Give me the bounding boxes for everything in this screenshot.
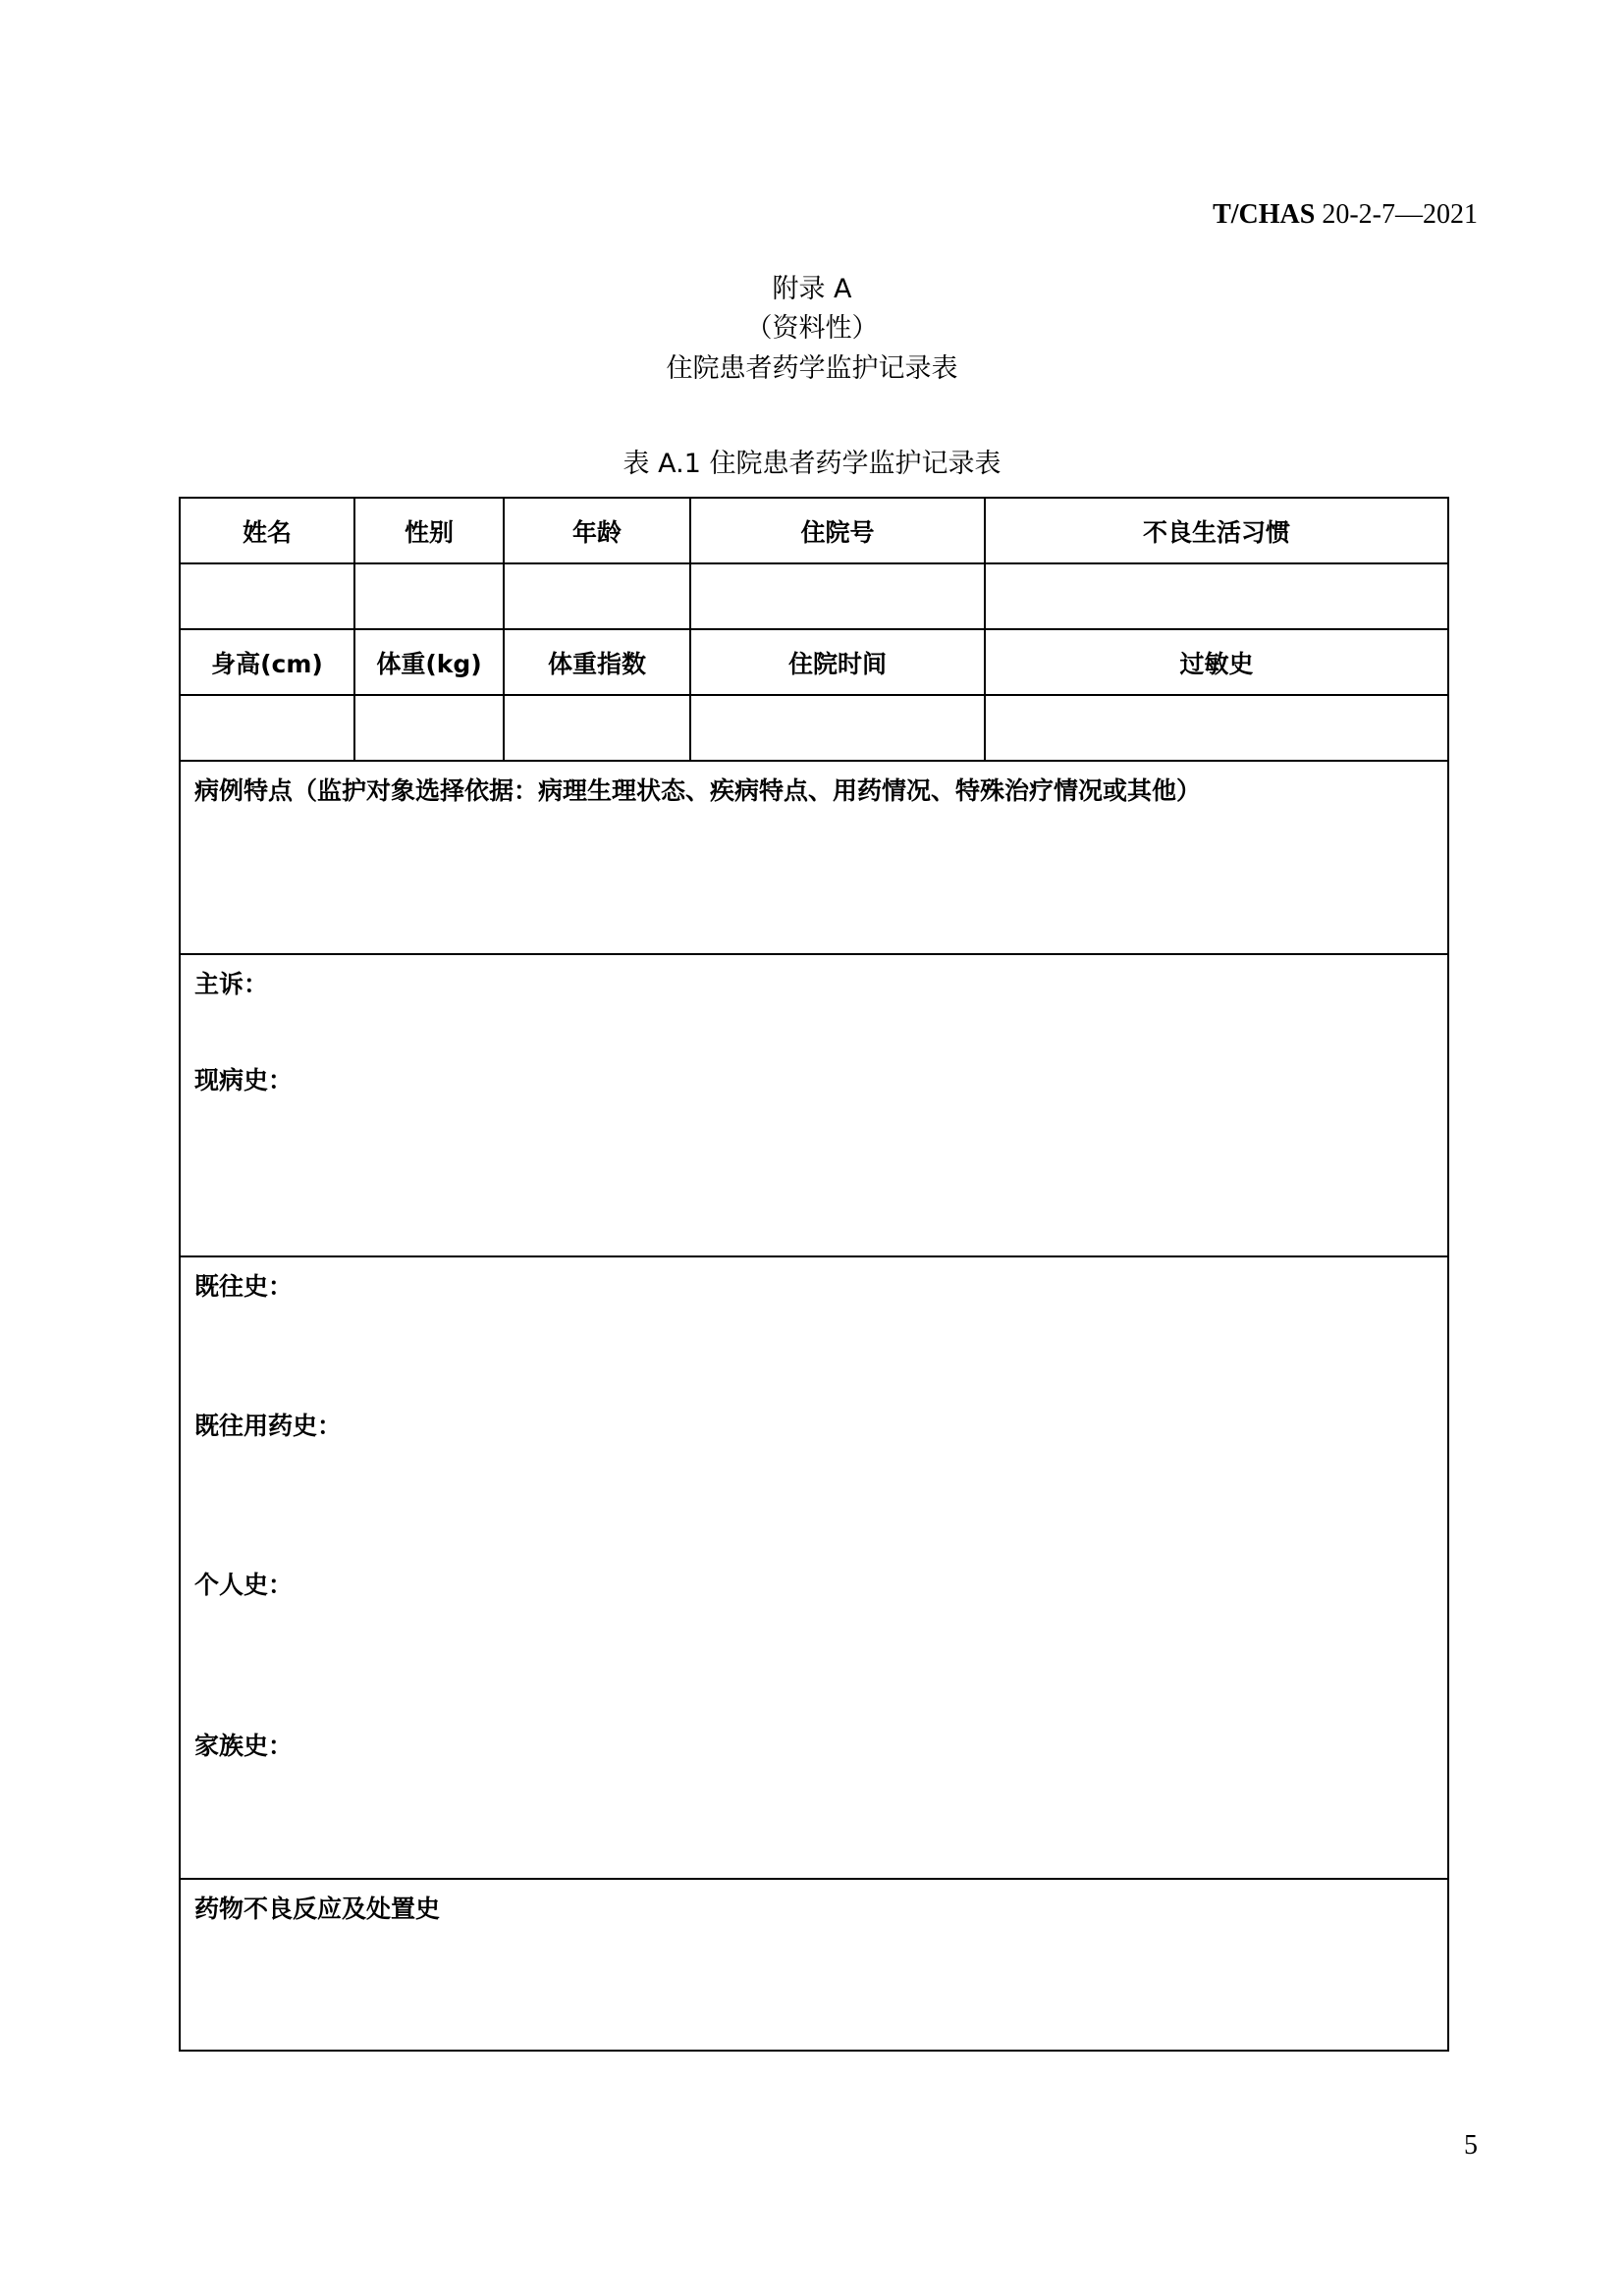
table-row (180, 563, 1448, 629)
gender-cell[interactable] (354, 563, 504, 629)
table-row (180, 498, 1448, 563)
family-history-label: 家族史： (194, 1732, 294, 1760)
case-features-label: 病例特点（监护对象选择依据：病理生理状态、疾病特点、用药情况、特殊治疗情况或其他） (194, 776, 1202, 805)
standard-code-prefix: T/CHAS (1213, 199, 1316, 230)
present-illness-label: 现病史： (194, 1066, 294, 1095)
admission-time-cell[interactable] (690, 695, 985, 761)
gender-header: 性别 (354, 498, 504, 563)
adr-history-label: 药物不良反应及处置史 (194, 1895, 441, 1923)
inpatient-monitoring-form (179, 497, 1449, 2052)
standard-code (1080, 195, 1478, 235)
weight-header: 体重(kg) (354, 629, 504, 695)
appendix-name: 住院患者药学监护记录表 (666, 353, 958, 384)
appendix-title: 附录 A (772, 274, 852, 304)
name-header: 姓名 (180, 498, 354, 563)
name-cell[interactable] (180, 563, 354, 629)
bad-habits-header: 不良生活习惯 (985, 498, 1448, 563)
complaint-section[interactable] (180, 954, 1448, 1256)
history-section[interactable] (180, 1256, 1448, 1879)
weight-cell[interactable] (354, 695, 504, 761)
height-cell[interactable] (180, 695, 354, 761)
table-row (180, 954, 1448, 1256)
table-caption: 表 A.1 住院患者药学监护记录表 (623, 449, 1001, 479)
age-cell[interactable] (504, 563, 690, 629)
past-medication-label: 既往用药史： (194, 1412, 343, 1440)
admission-time-header: 住院时间 (690, 629, 985, 695)
table-row (180, 695, 1448, 761)
bad-habits-cell[interactable] (985, 563, 1448, 629)
chief-complaint-label: 主诉： (194, 970, 269, 998)
admission-number-cell[interactable] (690, 563, 985, 629)
bmi-cell[interactable] (504, 695, 690, 761)
table-row (180, 1879, 1448, 2051)
allergy-history-header: 过敏史 (985, 629, 1448, 695)
age-header: 年龄 (504, 498, 690, 563)
table-row (180, 761, 1448, 954)
appendix-nature: （资料性） (745, 313, 879, 344)
adr-section[interactable] (180, 1879, 1448, 2051)
past-history-label: 既往史： (194, 1272, 294, 1301)
table-row (180, 1256, 1448, 1879)
allergy-history-cell[interactable] (985, 695, 1448, 761)
page-number: 5 (1464, 2130, 1478, 2161)
case-features-section[interactable] (180, 761, 1448, 954)
admission-number-header: 住院号 (690, 498, 985, 563)
bmi-header: 体重指数 (504, 629, 690, 695)
standard-code-number: 20-2-7—2021 (1322, 199, 1478, 230)
table-row (180, 629, 1448, 695)
personal-history-label: 个人史： (194, 1571, 294, 1599)
height-header: 身高(cm) (180, 629, 354, 695)
